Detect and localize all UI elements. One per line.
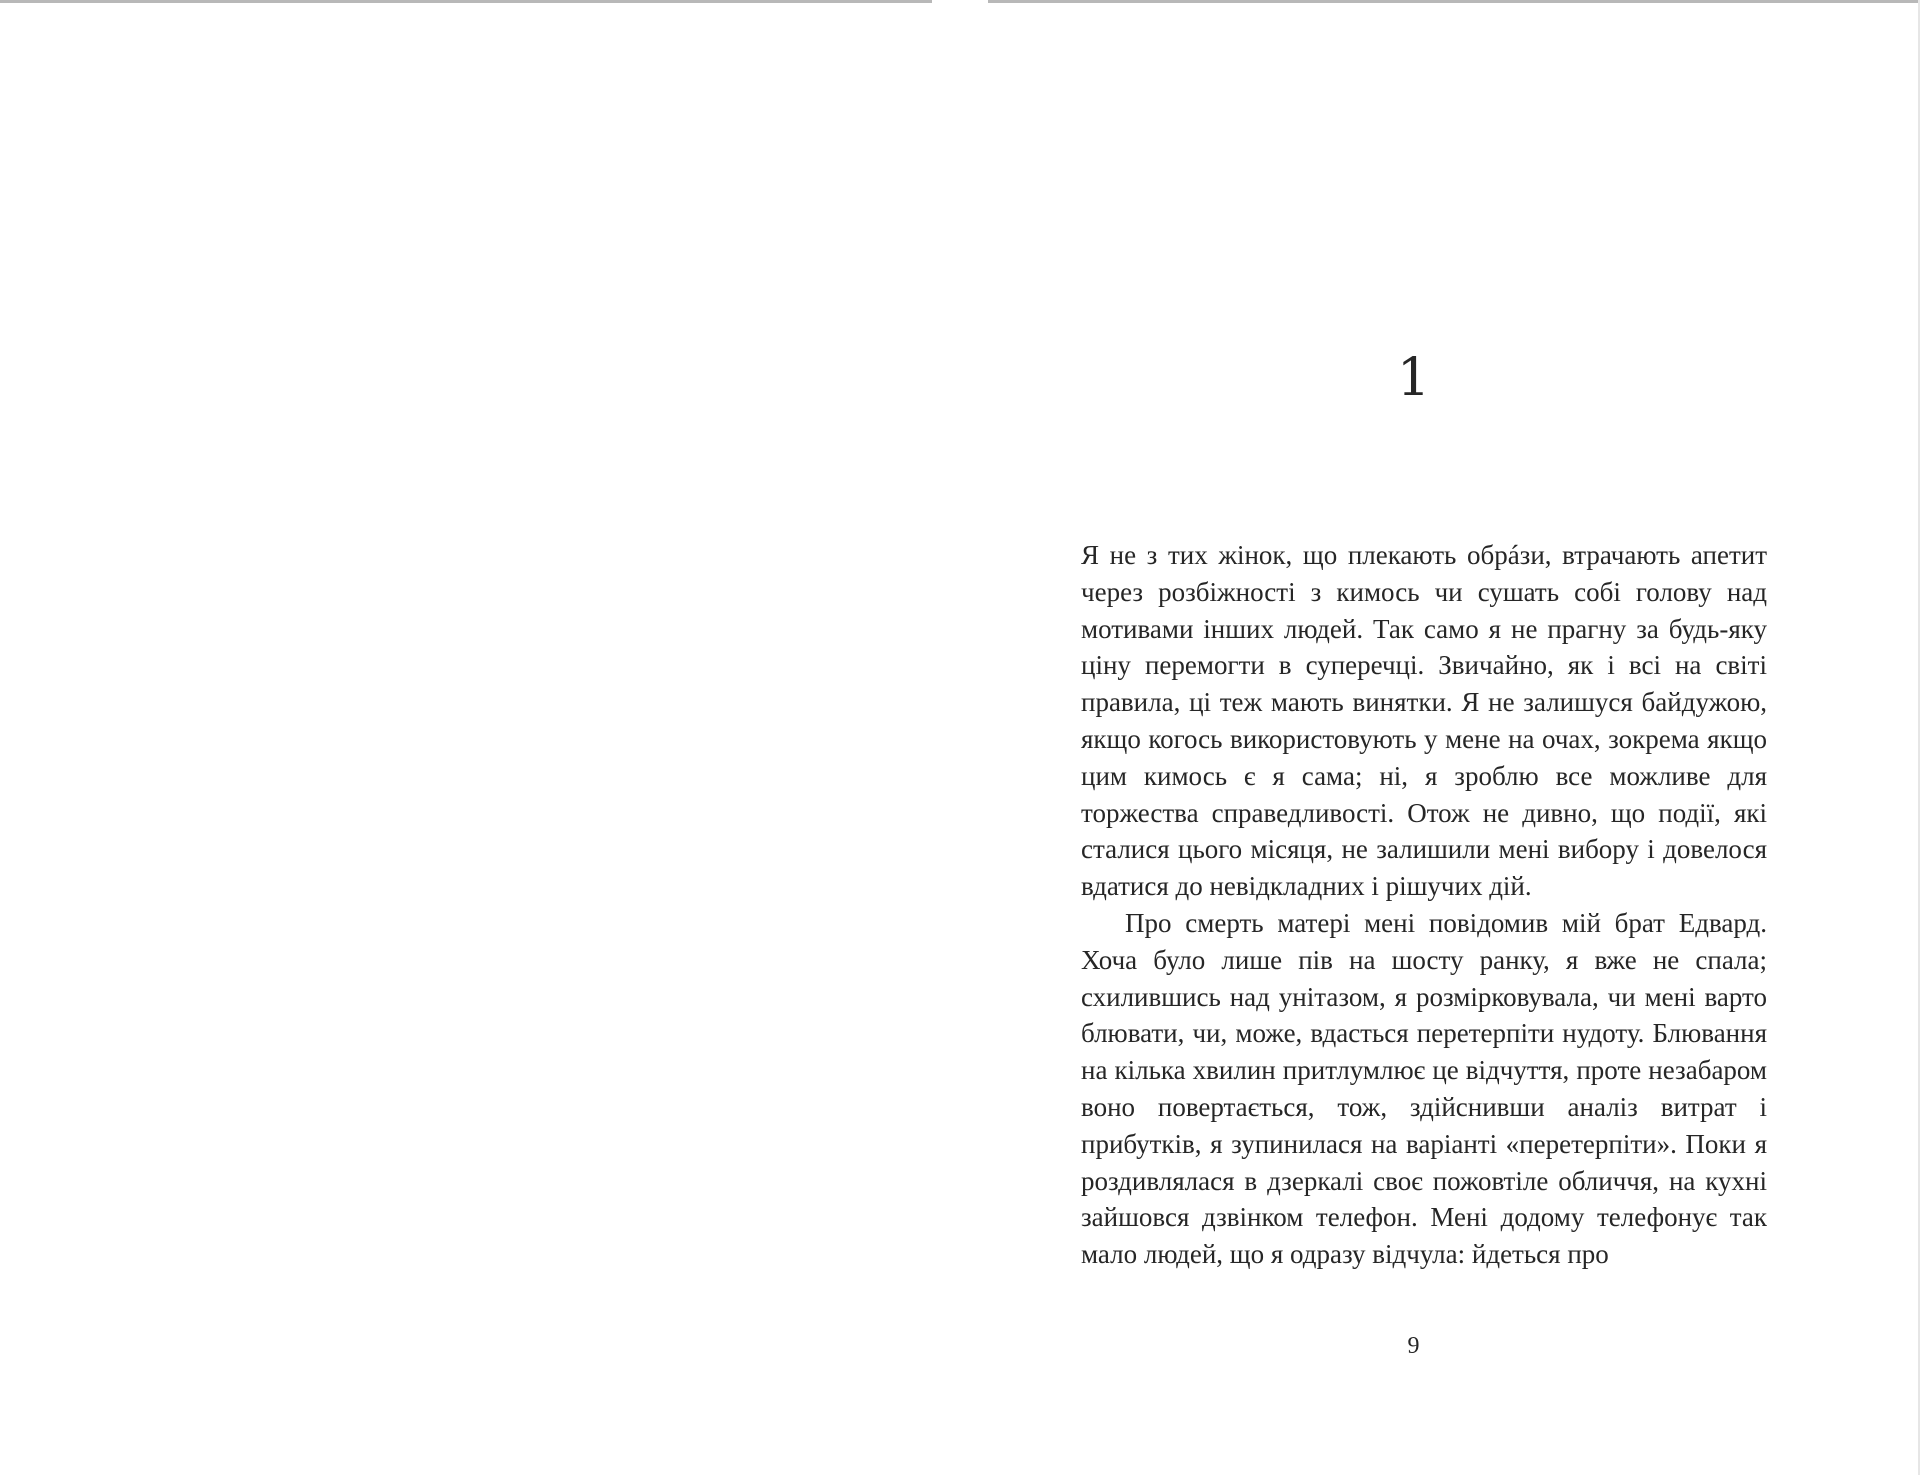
paragraph-2: Про смерть матері мені повідомив мій брат Едвард. Хоча було лише пів на шосту ранку, я вже не спала; схилившись над унітазом, я розмірковувала, чи мені варто блювати, чи, може, вдасться перетерпіти нудоту. Блювання на кілька хвилин притлумлює це відчуття, проте незабаром воно повертається, тож, здійснивши аналіз витрат і прибутків, я зупинилася на варіанті «перетерпіти». Поки я роздивлялася в дзеркалі своє пожовтіле обличчя, на кухні зайшовся дзвінком телефон. Мені додому телефонує так мало людей, що я одразу відчула: йдеться про: [1081, 907, 1767, 1270]
left-page-top-edge: [0, 0, 932, 3]
page-number: 9: [1407, 1333, 1420, 1359]
right-page-top-edge: [988, 0, 1920, 3]
chapter-number: 1: [1396, 348, 1431, 408]
right-page: [988, 0, 1920, 1475]
paragraph-1: Я не з тих жінок, що плекають обрáзи, втрачають апетит через розбіжності з кимось чи сушать собі голову над мотивами інших людей. Так само я не прагну за будь-яку ціну перемогти в суперечці. Звичайно, як і всі на світі правила, ці теж мають винятки. Я не залишуся байдужою, якщо когось використовують у мене на очах, зокрема якщо цим кимось є я сама; ні, я зроблю все можливе для торжества справедливості. Отож не дивно, що події, які сталися цього місяця, не залишили мені вибору і довелося вдатися до невідкладних і рішучих дій.: [1081, 540, 1767, 902]
chapter-body-text: [1081, 537, 1767, 1273]
left-page: [0, 0, 932, 1475]
